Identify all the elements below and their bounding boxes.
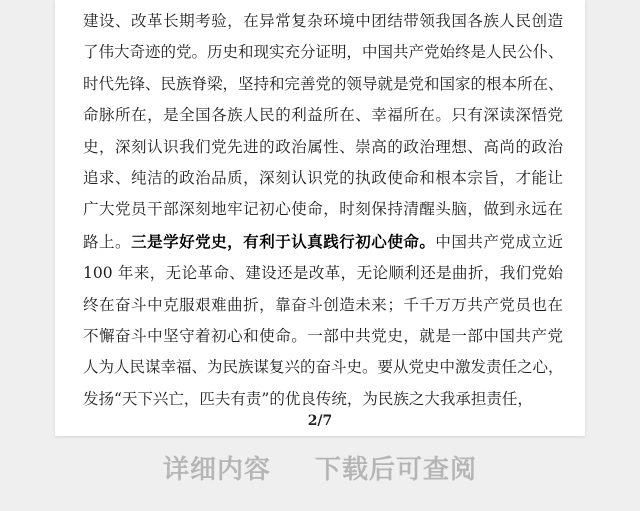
body-text: 追求、纯洁的政治品质，深刻认识党的执政使命和根本宗旨，才能让 bbox=[83, 169, 563, 188]
document-page bbox=[55, 0, 585, 436]
body-text: 发扬“天下兴亡，匹夫有责”的优良传统，为民族之大我承担责任， bbox=[83, 389, 533, 408]
footer-banner bbox=[0, 449, 640, 486]
footer-download-label: 下载后可查阅 bbox=[315, 455, 478, 485]
text-line bbox=[83, 352, 563, 383]
body-text: 100 年来，无论革命、建设还是改革，无论顺利还是曲折，我们党始 bbox=[83, 264, 563, 283]
text-line bbox=[83, 384, 563, 415]
body-text: 广大党员干部深刻地牢记初心使命，时刻保持清醒头脑，做到永远在 bbox=[83, 200, 563, 219]
body-text: 中国共产党成立近 bbox=[435, 232, 563, 251]
text-line bbox=[83, 100, 563, 131]
body-text: 终在奋斗中克服艰难曲折，靠奋斗创造未来；千千万万共产党员也在 bbox=[83, 295, 563, 314]
body-text: 不懈奋斗中坚守着初心和使命。一部中共党史，就是一部中国共产党 bbox=[83, 327, 563, 346]
document-body bbox=[83, 6, 563, 415]
bold-heading-text: 三是学好党史，有利于认真践行初心使命。 bbox=[131, 231, 436, 251]
body-text: 人为人民谋幸福、为民族谋复兴的奋斗史。要从党史中激发责任之心， bbox=[83, 358, 564, 377]
body-text: 命脉所在，是全国各族人民的利益所在、幸福所在。只有深读深悟党 bbox=[83, 106, 563, 125]
text-line bbox=[83, 37, 563, 68]
text-line bbox=[83, 290, 563, 321]
text-line bbox=[83, 194, 563, 225]
text-line bbox=[83, 69, 563, 100]
text-line bbox=[83, 321, 563, 352]
body-text: 路上。 bbox=[83, 232, 132, 251]
body-text: 史，深刻认识我们党先进的政治属性、崇高的政治理想、高尚的政治 bbox=[83, 137, 563, 156]
page-number: 2/7 bbox=[307, 413, 333, 429]
body-text: 了伟大奇迹的党。历史和现实充分证明，中国共产党始终是人民公仆、 bbox=[83, 43, 564, 62]
footer-details-label: 详细内容 bbox=[162, 455, 271, 485]
text-line bbox=[83, 226, 563, 258]
body-text: 建设、改革长期考验，在异常复杂环境中团结带领我国各族人民创造 bbox=[83, 12, 563, 30]
body-text: 时代先锋、民族脊梁，坚持和完善党的领导就是党和国家的根本所在、 bbox=[83, 74, 564, 93]
text-line bbox=[83, 132, 563, 163]
text-line bbox=[83, 163, 563, 194]
text-line bbox=[83, 258, 563, 289]
text-line bbox=[83, 6, 563, 37]
